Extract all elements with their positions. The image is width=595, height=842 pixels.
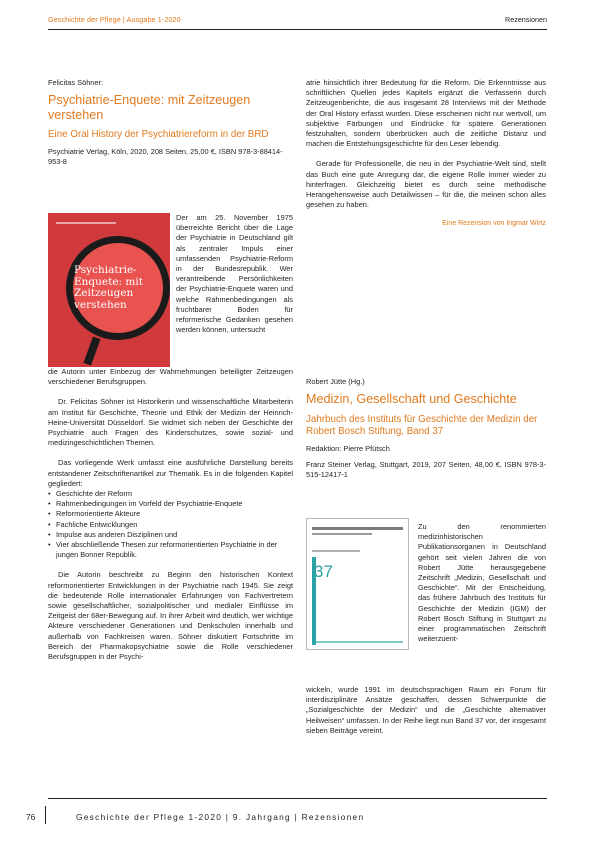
review2-intro-wrap: Zu den renommierten medizinhistorischen Publikationsorganen in Deutschland gehört seit vielen Jahren die von Robert Jütte herausgegebene Zeitschrift „Medizin, Gesellschaft und Geschichte“. Mit der Entscheidung, das frühere Jahrbuch des Instituts für Geschichte der Medizin (IGM) der Robert Bosch Stiftung in Stuttgart zu einer programmatischen Zeitschrift weiterzuent- — [418, 522, 546, 644]
review1-author: Felicitas Söhner: — [48, 78, 104, 87]
review1-publication: Psychiatrie Verlag, Köln, 2020, 208 Seiten, 25,00 €, ISBN 978-3-88414-953-8 — [48, 147, 283, 167]
header-rule — [48, 29, 547, 30]
review1-structure: Das vorliegende Werk umfasst eine ausführliche Darstellung bereits entstandener Zeitschriftenartikel zur Thematik. Es in die folgenden Kapitel gegliedert: — [48, 458, 293, 488]
section-name: Rezensionen — [505, 15, 547, 24]
list-item: • Geschichte der Reform — [48, 489, 293, 499]
list-item: • Fachliche Entwicklungen — [48, 520, 293, 530]
list-item: • Vier abschließende Thesen zur reformorientierten Psychiatrie in der jungen Bonner Republik. — [48, 540, 293, 560]
cover-title-band — [312, 527, 403, 530]
review1-intro-continued: die Autorin unter Einbezug der Wahrnehmungen beteiligter Zeitzeugen verschiedener Berufsgruppen. — [48, 367, 293, 387]
review2-title: Medizin, Gesellschaft und Geschichte — [306, 392, 517, 406]
review2-intro-continued: wickeln, wurde 1991 im deutschsprachigen Raum ein Forum für interdisziplinäre Ansätze geschaffen, dessen Schwerpunkte die „Sozialgeschichte der Medizin“ und die „Geschichte alternativer Heilweisen“ umfassen. In der Reihe liegt nun Band 37 vor, der insgesamt sieben Beiträge vereint. — [306, 685, 546, 735]
review1-intro-wrap: Der am 25. November 1975 überreichte Bericht über die Lage der Psychiatrie in Deutschland gilt als zentraler Impuls einer umfassenden Psychiatrie-Reform in der Bundesrepublik. Wer verantreibende Persönlichkeiten der Psychiatrie-Enquete waren und welche Rahmenbedingungen als fruchtbarer Boden für reformerische Gedanken gesehen werden können, untersucht — [176, 213, 293, 335]
review1-author-bio: Dr. Felicitas Söhner ist Historikerin und wissenschaftliche Mitarbeiterin am Institut für Geschichte, Theorie und Ethik der Medizin der Heinrich-Heine-Universität Düsseldorf. Sie widmet sich neben der Geschichte der Psychiatrie auch Fragen des Kinderschutzes, sowie sozial- und medizingeschichtlichen Themen. — [48, 397, 293, 448]
magnifier-handle — [83, 336, 100, 365]
list-item: • Impulse aus anderen Disziplinen und — [48, 530, 293, 540]
page-number: 76 — [26, 812, 36, 822]
cover-volume-number: 37 — [314, 562, 333, 581]
list-item: • Rahmenbedingungen im Vorfeld der Psychiatrie-Enquete — [48, 499, 293, 509]
running-head — [48, 15, 547, 27]
left-column — [48, 78, 293, 662]
cover-bottom-accent — [312, 641, 403, 643]
book-cover-psychiatrie-enquete — [48, 213, 170, 367]
review2-author: Robert Jütte (Hg.) — [306, 377, 365, 386]
review1-subtitle: Eine Oral History der Psychiatriereform in der BRD — [48, 129, 269, 140]
review1-reviewer: Eine Rezension von Ingmar Wirtz — [442, 220, 546, 228]
footer-text: Geschichte der Pflege 1-2020 | 9. Jahrgang | Rezensionen — [76, 812, 365, 822]
footer-rule — [48, 798, 547, 799]
book-cover-medizin-gesellschaft — [306, 518, 409, 650]
cover-title: Psychiatrie-Enquete: mit Zeitzeugen verstehen — [74, 264, 143, 311]
cover-line — [312, 550, 360, 552]
review2-editor: Redaktion: Pierre Pfütsch — [306, 443, 390, 453]
cover-subtitle-band — [312, 533, 372, 535]
review1-body-continued: atrie hinsichtlich ihrer Bedeutung für die Reform. Die Erkenntnisse aus schriftlichen Quellen jedes Kapitels ergänzt die Verfasserin durch Zeitzeugenberichte, die aus insgesamt 28 Interviews mit der Methode der Oral History erfasst wurden. Diese erscheinen nicht nur wertvoll, um subjektive Färbungen und Eindrücke für spätere Generationen festzuhalten, sondern überbrücken auch die zeitliche Distanz und machen die Entstehungsgeschichte für den Leser lebendig. — [306, 78, 546, 149]
footer-divider — [45, 806, 46, 824]
right-column — [306, 78, 546, 735]
list-item: • Reformorientierte Akteure — [48, 509, 293, 519]
journal-issue: Geschichte der Pflege | Ausgabe 1-2020 — [48, 15, 181, 24]
cover-author-line — [56, 222, 116, 224]
review2-subtitle: Jahrbuch des Instituts für Geschichte der Medizin der Robert Bosch Stiftung, Band 37 — [306, 413, 538, 437]
review2-publication: Franz Steiner Verlag, Stuttgart, 2019, 207 Seiten, 48,00 €, ISBN 978-3-515-12417-1 — [306, 459, 546, 479]
review1-body: Die Autorin beschreibt zu Beginn den historischen Kontext reformorientierter Entwicklungen in der Psychiatrie nach 1945. Sie zeigt die bedeutende Rolle internationaler Erfahrungen von Fachvertretern sowie gesellschaftlicher, sozialpolitischer und medialer Einflüsse im Zeitgeist der 68er-Bewegung auf. In ihrer Arbeit wird deutlich, wer wichtige Akteure verschiedener Generationen und Denkschulen innerhalb und außerhalb von Fachkreisen waren. Söhner diskutiert Fortschritte im Bereich der Pharmakopsychiatrie sowie die Rolle verschiedener Berufsgruppen in der Psychi- — [48, 570, 293, 662]
review1-title: Psychiatrie-Enquete: mit Zeitzeugen verstehen — [48, 93, 251, 122]
review1-conclusion: Gerade für Professionelle, die neu in der Psychiatrie-Welt sind, stellt das Buch eine gute Anregung dar, die eigene Rolle immer wieder zu hinterfragen. Gleichzeitig bietet es durch seine methodische Herangehensweise auch Detailwissen – für die, die meinen schon alles gesehen zu haben. — [306, 159, 546, 210]
chapter-list — [48, 489, 293, 560]
